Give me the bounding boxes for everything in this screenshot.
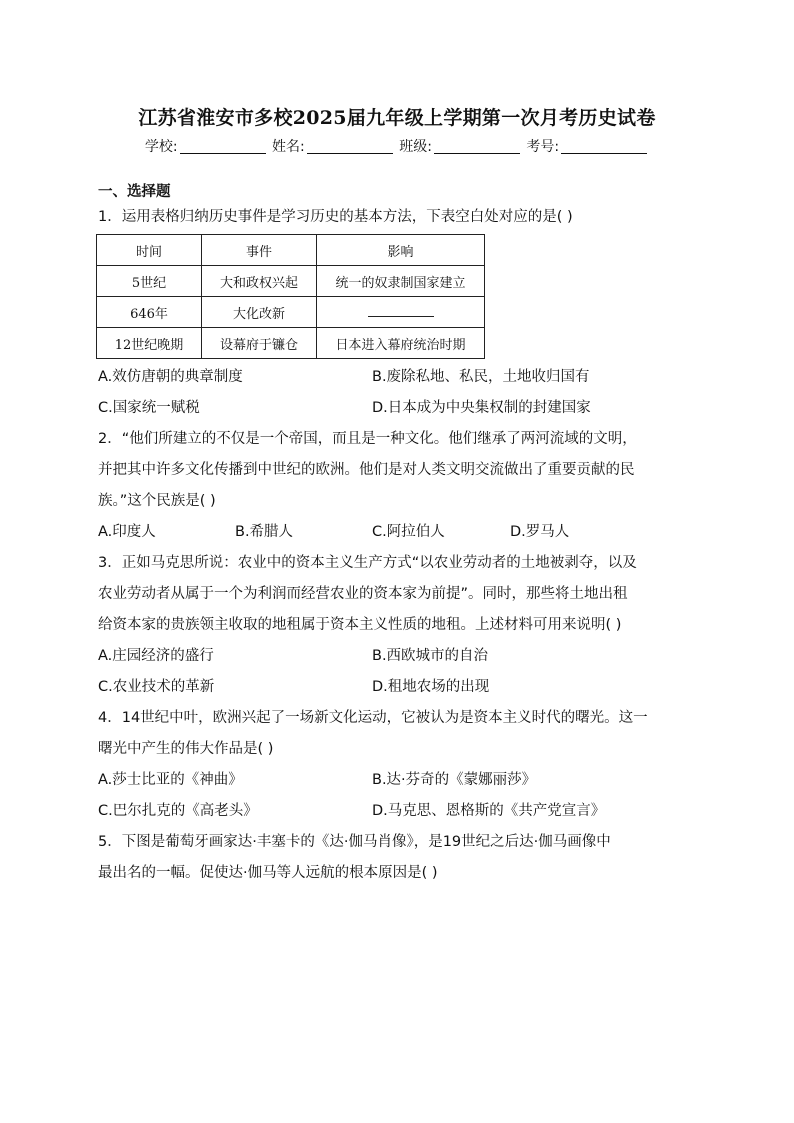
q1-table <box>96 234 485 359</box>
q2-line: 族。”这个民族是( ) <box>98 493 216 509</box>
table-header-row <box>97 235 485 266</box>
table-cell: 5世纪 <box>97 266 202 297</box>
q2-option-a: A.印度人 <box>98 524 156 540</box>
table-row <box>97 297 485 328</box>
exam-number-blank <box>561 139 647 154</box>
name-blank <box>307 139 393 154</box>
name-label: 姓名: <box>272 139 305 155</box>
table-row <box>97 328 485 359</box>
table-cell: 大和政权兴起 <box>202 266 317 297</box>
table-header-cell: 时间 <box>97 235 202 266</box>
q4-option-d: D.马克思、恩格斯的《共产党宣言》 <box>372 803 606 819</box>
q1-option-a: A.效仿唐朝的典章制度 <box>98 369 243 385</box>
q3-option-b: B.西欧城市的自治 <box>372 648 489 664</box>
table-cell: 大化改新 <box>202 297 317 328</box>
q1-option-c: C.国家统一赋税 <box>98 400 200 416</box>
q2-line: 并把其中许多文化传播到中世纪的欧洲。他们是对人类文明交流做出了重要贡献的民 <box>98 462 635 478</box>
q1-option-b: B.废除私地、私民，土地收归国有 <box>372 369 590 385</box>
table-cell: 设幕府于镰仓 <box>202 328 317 359</box>
q3-option-a: A.庄园经济的盛行 <box>98 648 214 664</box>
table-row <box>97 266 485 297</box>
table-cell: 日本进入幕府统治时期 <box>317 328 485 359</box>
q2-option-d: D.罗马人 <box>510 524 570 540</box>
q4-option-a: A.莎士比亚的《神曲》 <box>98 772 243 788</box>
class-label: 班级: <box>399 139 432 155</box>
table-header-cell: 事件 <box>202 235 317 266</box>
q4-option-c: C.巴尔扎克的《高老头》 <box>98 803 258 819</box>
table-header-cell: 影响 <box>317 235 485 266</box>
table-cell-blank <box>317 297 485 328</box>
table-cell: 646年 <box>97 297 202 328</box>
q4-line: 曙光中产生的伟大作品是( ) <box>98 741 274 757</box>
q4-option-b: B.达·芬奇的《蒙娜丽莎》 <box>372 772 537 788</box>
q1-option-d: D.日本成为中央集权制的封建国家 <box>372 400 591 416</box>
q2-option-c: C.阿拉伯人 <box>372 524 445 540</box>
q4-line: 4．14世纪中叶，欧洲兴起了一场新文化运动，它被认为是资本主义时代的曙光。这一 <box>98 710 648 726</box>
q5-line: 5．下图是葡萄牙画家达·丰塞卡的《达·伽马肖像》，是19世纪之后达·伽马画像中 <box>98 834 611 850</box>
class-blank <box>434 139 520 154</box>
exam-title: 江苏省淮安市多校2025届九年级上学期第一次月考历史试卷 <box>138 107 656 129</box>
q3-line: 给资本家的贵族领主收取的地租属于资本主义性质的地租。上述材料可用来说明( ) <box>98 617 622 633</box>
answer-blank-line <box>368 304 434 317</box>
q1-stem: 1．运用表格归纳历史事件是学习历史的基本方法，下表空白处对应的是( ) <box>98 209 573 225</box>
q3-line: 3．正如马克思所说：农业中的资本主义生产方式“以农业劳动者的土地被剥夺，以及 <box>98 555 637 571</box>
q3-option-c: C.农业技术的革新 <box>98 679 215 695</box>
section-heading: 一、选择题 <box>98 184 171 200</box>
q3-line: 农业劳动者从属于一个为利润而经营农业的资本家为前提”。同时，那些将土地出租 <box>98 586 628 602</box>
student-info-row <box>0 136 794 156</box>
q2-line: 2．“他们所建立的不仅是一个帝国，而且是一种文化。他们继承了两河流域的文明， <box>98 431 637 447</box>
school-label: 学校: <box>144 139 178 155</box>
table-cell: 统一的奴隶制国家建立 <box>317 266 485 297</box>
school-blank <box>180 139 266 154</box>
table-cell: 12世纪晚期 <box>97 328 202 359</box>
q5-line: 最出名的一幅。促使达·伽马等人远航的根本原因是( ) <box>98 865 438 881</box>
exam-number-label: 考号: <box>526 139 560 155</box>
q2-option-b: B.希腊人 <box>235 524 294 540</box>
q3-option-d: D.租地农场的出现 <box>372 679 490 695</box>
